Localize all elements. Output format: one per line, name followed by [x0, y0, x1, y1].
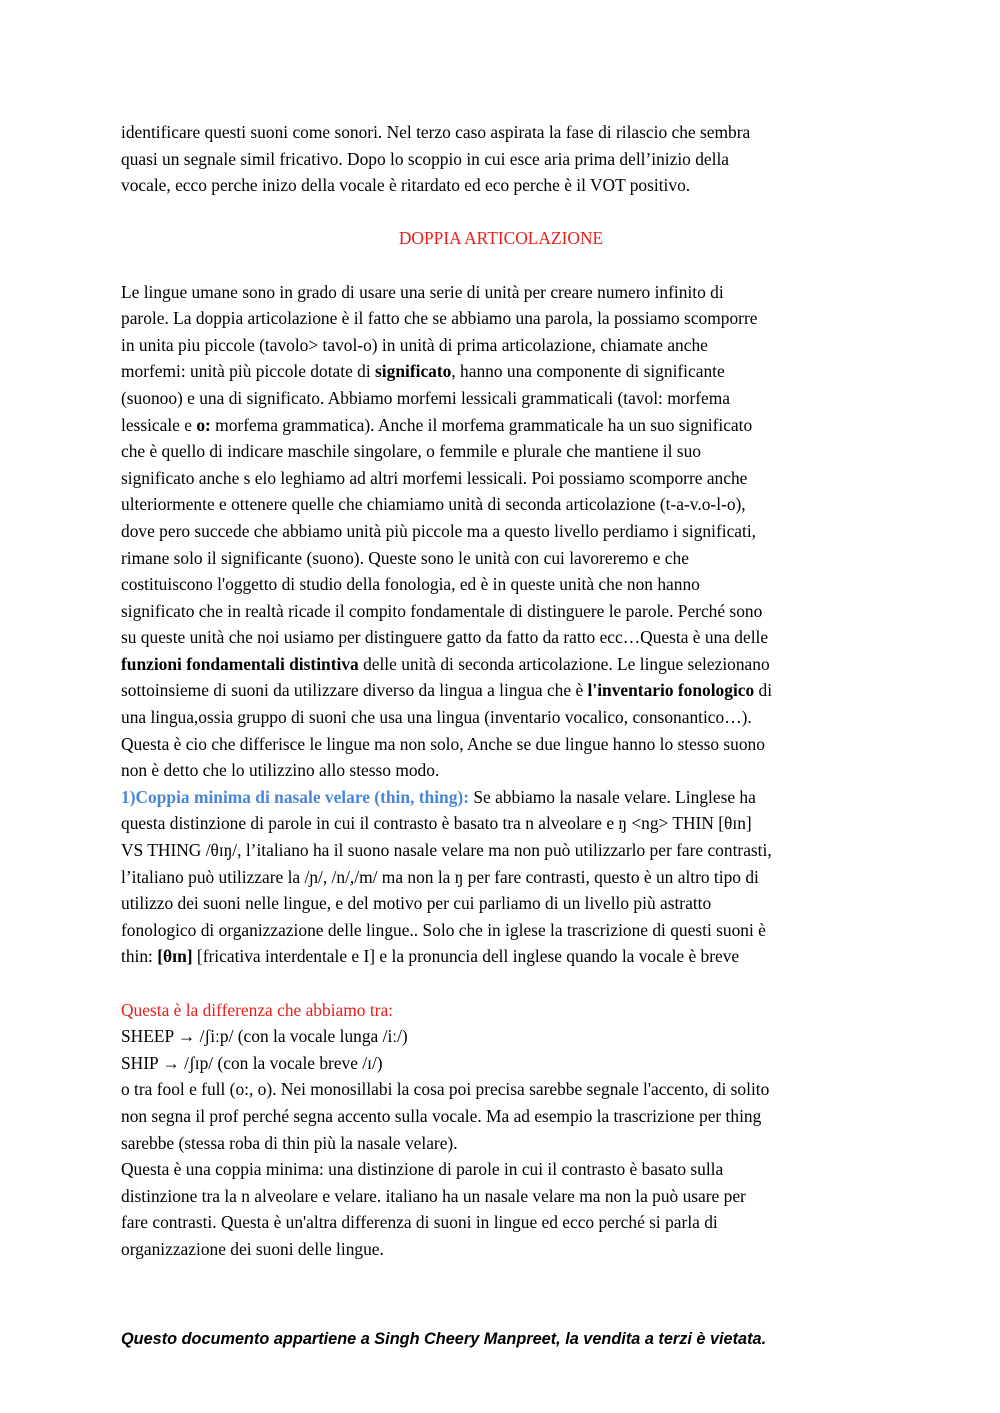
text-line: VS THING /θɪŋ/, l’italiano ha il suono nasale velare ma non può utilizzarlo per fare contrasti,: [121, 840, 772, 861]
text-line: [121, 358, 881, 385]
text-line: utilizzo dei suoni nelle lingue, e del motivo per cui parliamo di un livello più astratto: [121, 893, 712, 914]
text-run: delle unità di seconda articolazione. Le lingue selezionano: [358, 653, 770, 674]
text-line: fare contrasti. Questa è un'altra differenza di suoni in lingue ed ecco perché si parla di: [121, 1212, 718, 1233]
text-line: Questa è cio che differisce le lingue ma non solo, Anche se due lingue hanno lo stesso suono: [121, 733, 765, 754]
text-line: che è quello di indicare maschile singolare, o femmile e plurale che mantiene il suo: [121, 441, 701, 462]
difference-paragraph: [121, 997, 881, 1263]
text-line: non segna il prof perché segna accento sulla vocale. Ma ad esempio la trascrizione per thing: [121, 1105, 762, 1126]
difference-title: Questa è la differenza che abbiamo tra:: [121, 999, 393, 1020]
body-paragraph: [121, 279, 881, 784]
text-line: [121, 412, 881, 439]
intro-paragraph: [121, 119, 881, 199]
text-line: Questa è una coppia minima: una distinzione di parole in cui il contrasto è basato sulla: [121, 1159, 724, 1180]
text-run: morfema grammatica). Anche il morfema grammaticale ha un suo significato: [210, 414, 753, 435]
text-line: quasi un segnale simil fricativo. Dopo lo scoppio in cui esce aria prima dell’inizio della: [121, 148, 730, 169]
text-line: su queste unità che noi usiamo per distinguere gatto da fatto da ratto ecc…Questa è una delle: [121, 627, 769, 648]
text-line: fonologico di organizzazione delle lingue.. Solo che in iglese la trascrizione di questi suoni è: [121, 919, 766, 940]
text-line: dove pero succede che abbiamo unità più piccole ma a questo livello perdiamo i significati,: [121, 520, 757, 541]
text-line: [121, 651, 881, 678]
text-line: [121, 784, 881, 811]
text-line: costituiscono l'oggetto di studio della fonologia, ed è in queste unità che non hanno: [121, 574, 700, 595]
text-line: rimane solo il significante (suono). Queste sono le unità con cui lavoreremo e che: [121, 547, 689, 568]
text-line: parole. La doppia articolazione è il fatto che se abbiamo una parola, la possiamo scomporre: [121, 308, 758, 329]
bold-term-funzioni: funzioni fondamentali distintiva: [121, 653, 359, 674]
text-line: distinzione tra la n alveolare e velare. italiano ha un nasale velare ma non la può usare per: [121, 1185, 746, 1206]
text-line: significato anche s elo leghiamo ad altri morfemi lessicali. Poi possiamo scomporre anche: [121, 467, 748, 488]
text-run: di: [754, 680, 773, 701]
text-line: Le lingue umane sono in grado di usare una serie di unità per creare numero infinito di: [121, 281, 724, 302]
text-line: l’italiano può utilizzare la /ɲ/, /n/,/m/ ma non la ŋ per fare contrasti, questo è un altro tipo di: [121, 866, 759, 887]
text-run: thin:: [121, 946, 158, 967]
text-line: SHIP → /ʃɪp/ (con la vocale breve /ɪ/): [121, 1052, 383, 1073]
text-line: SHEEP → /ʃiːp/ (con la vocale lunga /iː/): [121, 1026, 408, 1047]
text-line: una lingua,ossia gruppo di suoni che usa una lingua (inventario vocalico, consonantico…).: [121, 707, 752, 728]
text-run: lessicale e: [121, 414, 197, 435]
text-line: organizzazione dei suoni delle lingue.: [121, 1238, 384, 1259]
footer-notice: Questo documento appartiene a Singh Cheery Manpreet, la vendita a terzi è vietata.: [121, 1330, 767, 1348]
text-line: [121, 677, 881, 704]
paragraph-gap: [121, 970, 881, 997]
text-line: ulteriormente e ottenere quelle che chiamiamo unità di seconda articolazione (t-a-v.o-l-o),: [121, 494, 746, 515]
text-line: identificare questi suoni come sonori. Nel terzo caso aspirata la fase di rilascio che sembra: [121, 122, 751, 142]
document-page: [121, 119, 881, 1263]
text-line: questa distinzione di parole in cui il contrasto è basato tra n alveolare e ŋ <ng> THIN [θɪn]: [121, 813, 752, 834]
text-line: (suonoo) e una di significato. Abbiamo morfemi lessicali grammaticali (tavol: morfema: [121, 387, 730, 408]
text-line: [121, 943, 881, 970]
text-run: , hanno una componente di significante: [451, 361, 725, 382]
text-line: vocale, ecco perche inizo della vocale è ritardato ed eco perche è il VOT positivo.: [121, 175, 691, 196]
text-line: significato che in realtà ricade il compito fondamentale di distinguere le parole. Perché sono: [121, 600, 763, 621]
minimal-pair-title: 1)Coppia minima di nasale velare (thin, thing):: [121, 786, 469, 807]
text-run: Se abbiamo la nasale velare. Linglese ha: [469, 786, 756, 807]
bold-term-inventario: l'inventario fonologico: [587, 680, 755, 701]
bold-transcription: [θɪn]: [157, 946, 193, 967]
text-line: non è detto che lo utilizzino allo stesso modo.: [121, 760, 440, 781]
section-heading: DOPPIA ARTICOLAZIONE: [398, 228, 604, 249]
text-line: sarebbe (stessa roba di thin più la nasale velare).: [121, 1132, 458, 1153]
text-line: o tra fool e full (o:, o). Nei monosillabi la cosa poi precisa sarebbe segnale l'accento, di solito: [121, 1079, 770, 1100]
text-run: sottoinsieme di suoni da utilizzare diverso da lingua a lingua che è: [121, 680, 588, 701]
minimal-pair-paragraph: [121, 784, 881, 970]
text-run: morfemi: unità più piccole dotate di: [121, 361, 376, 382]
text-line: in unita piu piccole (tavolo> tavol-o) in unità di prima articolazione, chiamate anche: [121, 334, 708, 355]
bold-term-significato: significato: [375, 361, 452, 382]
text-run: [fricativa interdentale e I] e la pronuncia dell inglese quando la vocale è breve: [192, 946, 740, 967]
bold-term-o: o:: [196, 414, 211, 435]
